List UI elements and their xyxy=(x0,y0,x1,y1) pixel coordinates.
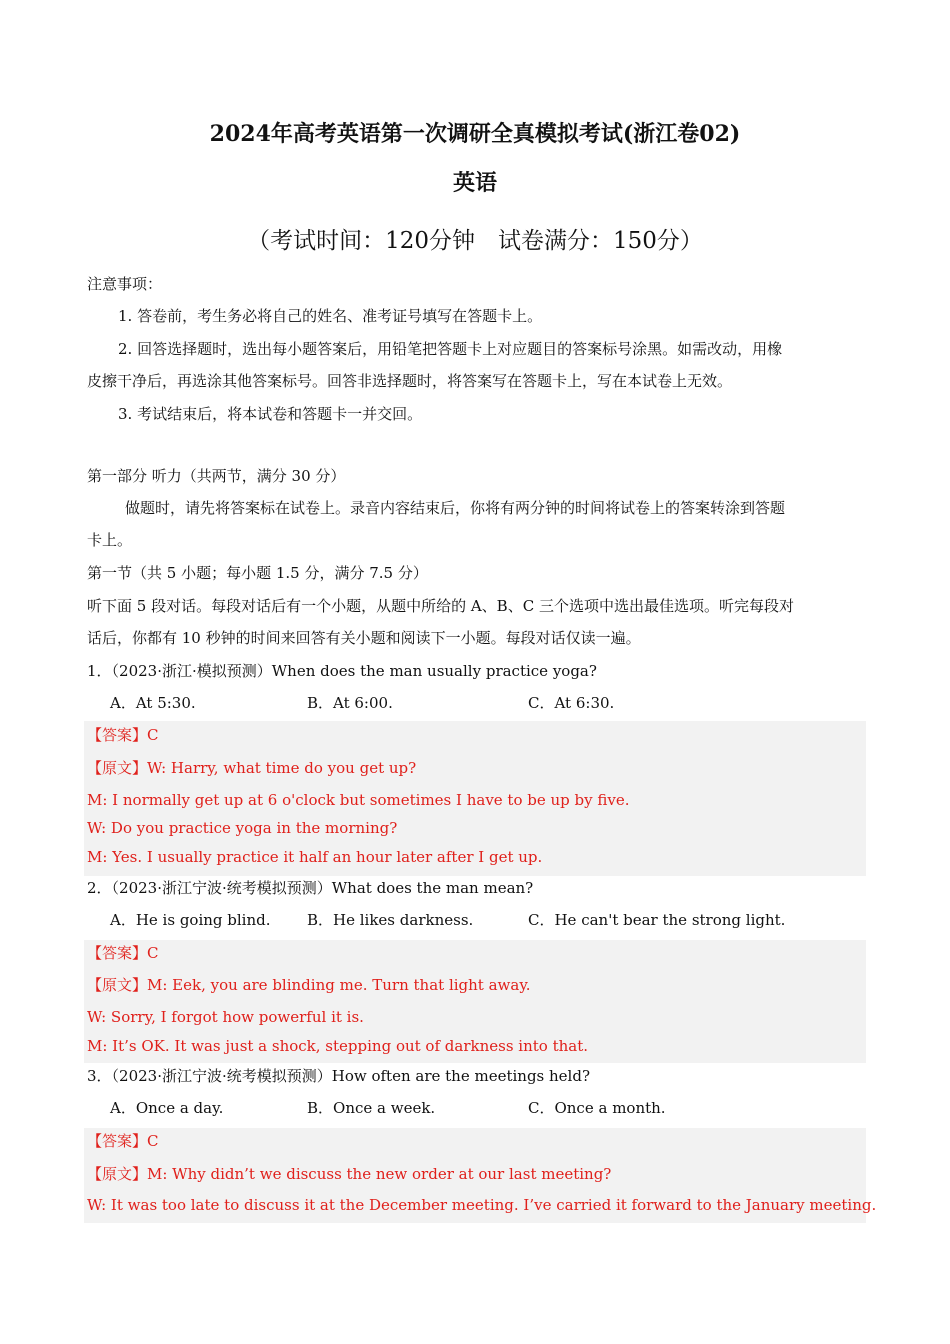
option-c: C．At 6:30. xyxy=(528,694,615,712)
option-a: A．Once a day. xyxy=(110,1099,224,1117)
option-c: C．Once a month. xyxy=(528,1099,666,1117)
transcript-line: 【原文】M: Eek, you are blinding me. Turn that light away. xyxy=(87,976,531,994)
question-1-stem: 1．（2023·浙江·模拟预测）When does the man usually practice yoga? xyxy=(87,662,597,680)
part1-heading: 第一部分 听力（共两节，满分 30 分） xyxy=(87,467,346,485)
transcript-line: M: Yes. I usually practice it half an hour later after I get up. xyxy=(87,848,543,866)
option-b: B．At 6:00. xyxy=(307,694,393,712)
notice-item-3: 3. 考试结束后，将本试卷和答题卡一并交回。 xyxy=(118,405,423,423)
transcript-line: W: It was too late to discuss it at the December meeting. I’ve carried it forward to the January meeting. xyxy=(87,1196,877,1214)
transcript-line: W: Do you practice yoga in the morning? xyxy=(87,819,398,837)
notice-item-2: 2. 回答选择题时，选出每小题答案后，用铅笔把答题卡上对应题目的答案标号涂黑。如需改动，用橡 xyxy=(118,340,783,358)
transcript-line: M: It’s OK. It was just a shock, stepping out of darkness into that. xyxy=(87,1037,588,1055)
part1-instruction: 做题时，请先将答案标在试卷上。录音内容结束后，你将有两分钟的时间将试卷上的答案转涂到答题 xyxy=(125,499,786,517)
transcript-line: W: Sorry, I forgot how powerful it is. xyxy=(87,1008,364,1026)
transcript-line: M: I normally get up at 6 o'clock but sometimes I have to be up by five. xyxy=(87,791,630,809)
question-2-stem: 2．（2023·浙江宁波·统考模拟预测）What does the man mean? xyxy=(87,879,534,897)
section1-heading: 第一节（共 5 小题；每小题 1.5 分，满分 7.5 分） xyxy=(87,564,428,582)
option-b: B．Once a week. xyxy=(307,1099,436,1117)
exam-title: 2024年高考英语第一次调研全真模拟考试(浙江卷02) xyxy=(209,121,741,147)
notice-item-1: 1. 答卷前，考生务必将自己的姓名、准考证号填写在答题卡上。 xyxy=(118,307,543,325)
exam-time-info: （考试时间：120分钟 试卷满分：150分） xyxy=(247,228,703,254)
section1-directions: 听下面 5 段对话。每段对话后有一个小题，从题中所给的 A、B、C 三个选项中选出最佳选项。听完每段对 xyxy=(87,597,794,615)
question-3-stem: 3．（2023·浙江宁波·统考模拟预测）How often are the meetings held? xyxy=(87,1067,590,1085)
part1-instruction-cont: 卡上。 xyxy=(87,531,133,549)
notice-heading: 注意事项： xyxy=(87,275,163,293)
option-c: C．He can't bear the strong light. xyxy=(528,911,786,929)
answer-label: 【答案】C xyxy=(87,1132,159,1150)
section1-directions-cont: 话后，你都有 10 秒钟的时间来回答有关小题和阅读下一小题。每段对话仅读一遍。 xyxy=(87,629,641,647)
transcript-line: 【原文】M: Why didn’t we discuss the new order at our last meeting? xyxy=(87,1165,612,1183)
option-a: A．At 5:30. xyxy=(110,694,196,712)
option-b: B．He likes darkness. xyxy=(307,911,474,929)
subject-title: 英语 xyxy=(452,170,497,196)
transcript-line: 【原文】W: Harry, what time do you get up? xyxy=(87,759,417,777)
answer-label: 【答案】C xyxy=(87,726,159,744)
answer-label: 【答案】C xyxy=(87,944,159,962)
notice-item-2-cont: 皮擦干净后，再选涂其他答案标号。回答非选择题时，将答案写在答题卡上，写在本试卷上无效。 xyxy=(87,372,733,390)
option-a: A．He is going blind. xyxy=(110,911,271,929)
